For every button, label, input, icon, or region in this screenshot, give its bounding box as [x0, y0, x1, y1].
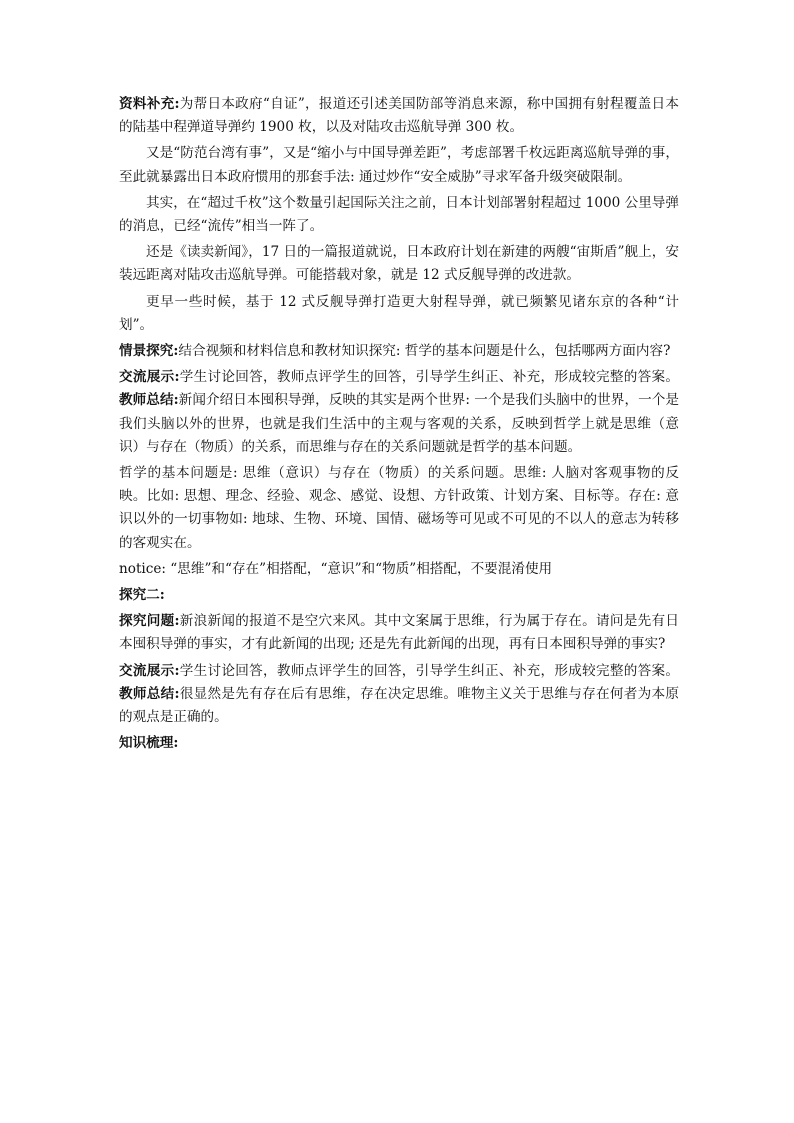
label-summary-1: 教师总结: — [119, 392, 179, 409]
paragraph-inquiry-question — [119, 610, 679, 656]
label-inquiry-question: 探究问题: — [119, 613, 180, 630]
paragraph-exchange-2 — [119, 660, 679, 730]
text-inquiry-question: 新浪新闻的报道不是空穴来风。其中文案属于思维，行为属于存在。请问是先有日本囤积导弹的事实，才有此新闻的出现; 还是先有此新闻的出现，再有日本囤积导弹的事实? — [119, 613, 679, 653]
label-knowledge: 知识梳理: — [119, 735, 179, 752]
paragraph-taiwan: 又是“防范台湾有事”，又是“缩小与中国导弹差距”，考虑部署千枚远距离巡航导弹的事，至此就暴露出日本政府惯用的那套手法: 通过炒作“安全威胁”寻求军备升级突破限制。 — [119, 145, 679, 185]
label-inquiry-2: 探究二: — [119, 587, 165, 604]
document-body — [119, 93, 679, 758]
text-exchange-1: 学生讨论回答，教师点评学生的回答，引导学生纠正、补充，形成较完整的答案。 — [179, 369, 679, 386]
heading-inquiry-2 — [119, 584, 679, 607]
label-summary-2: 教师总结: — [119, 685, 180, 702]
paragraph-exchange-1 — [119, 366, 679, 459]
label-exchange-2: 交流展示: — [119, 662, 180, 679]
heading-knowledge — [119, 732, 679, 755]
label-supplement: 资料补充: — [119, 96, 180, 112]
paragraph-earlier: 更早一些时候，基于 12 式反舰导弹打造更大射程导弹，就已频繁见诸东京的各种“计划”。 — [119, 293, 679, 333]
label-scenario: 情景探究: — [119, 343, 179, 360]
label-exchange-1: 交流展示: — [119, 369, 180, 386]
paragraph-basic-question: 哲学的基本问题是: 思维（意识）与存在（物质）的关系问题。思维: 人脑对客观事物的反映。比如: 思想、理念、经验、观念、感觉、设想、方针政策、计划方案、目标等。存在: 意识以外的一切事物如: 地球、生物、环境、国情、磁场等可见或不可见的不以人的意志为转移的客观实在。 — [119, 465, 679, 551]
paragraph-scenario — [119, 340, 679, 363]
text-supplement: 为帮日本政府“自证”，报道还引述美国防部等消息来源，称中国拥有射程覆盖日本的陆基中程弹道导弹约 1900 枚，以及对陆攻击巡航导弹 300 枚。 — [119, 96, 679, 136]
text-summary-1: 新闻介绍日本囤积导弹，反映的其实是两个世界: 一个是我们头脑中的世界，一个是我们头脑以外的世界，也就是我们生活中的主观与客观的关系，反映到哲学上就是思维（意识）与存在（物质）的关系，而思维与存在的关系问题就是哲学的基本问题。 — [119, 392, 679, 455]
paragraph-thousand: 其实，在“超过千枚”这个数量引起国际关注之前，日本计划部署射程超过 1000 公里导弹的消息，已经“流传”相当一阵了。 — [119, 194, 679, 235]
text-summary-2: 很显然是先有存在后有思维，存在决定思维。唯物主义关于思维与存在何者为本原的观点是正确的。 — [119, 685, 679, 726]
text-scenario: 结合视频和材料信息和教材知识探究: 哲学的基本问题是什么，包括哪两方面内容? — [178, 343, 671, 360]
paragraph-supplement — [119, 93, 679, 139]
text-exchange-2: 学生讨论回答，教师点评学生的回答，引导学生纠正、补充，形成较完整的答案。 — [179, 662, 679, 679]
paragraph-yomiuri: 还是《读卖新闻》，17 日的一篇报道就说，日本政府计划在新建的两艘“宙斯盾”舰上，安装远距离对陆攻击巡航导弹。可能搭载对象，就是 12 式反舰导弹的改进款。 — [119, 244, 679, 284]
paragraph-notice: notice: “思维”和“存在”相搭配，“意识”和“物质”相搭配，不要混淆使用 — [119, 560, 553, 577]
